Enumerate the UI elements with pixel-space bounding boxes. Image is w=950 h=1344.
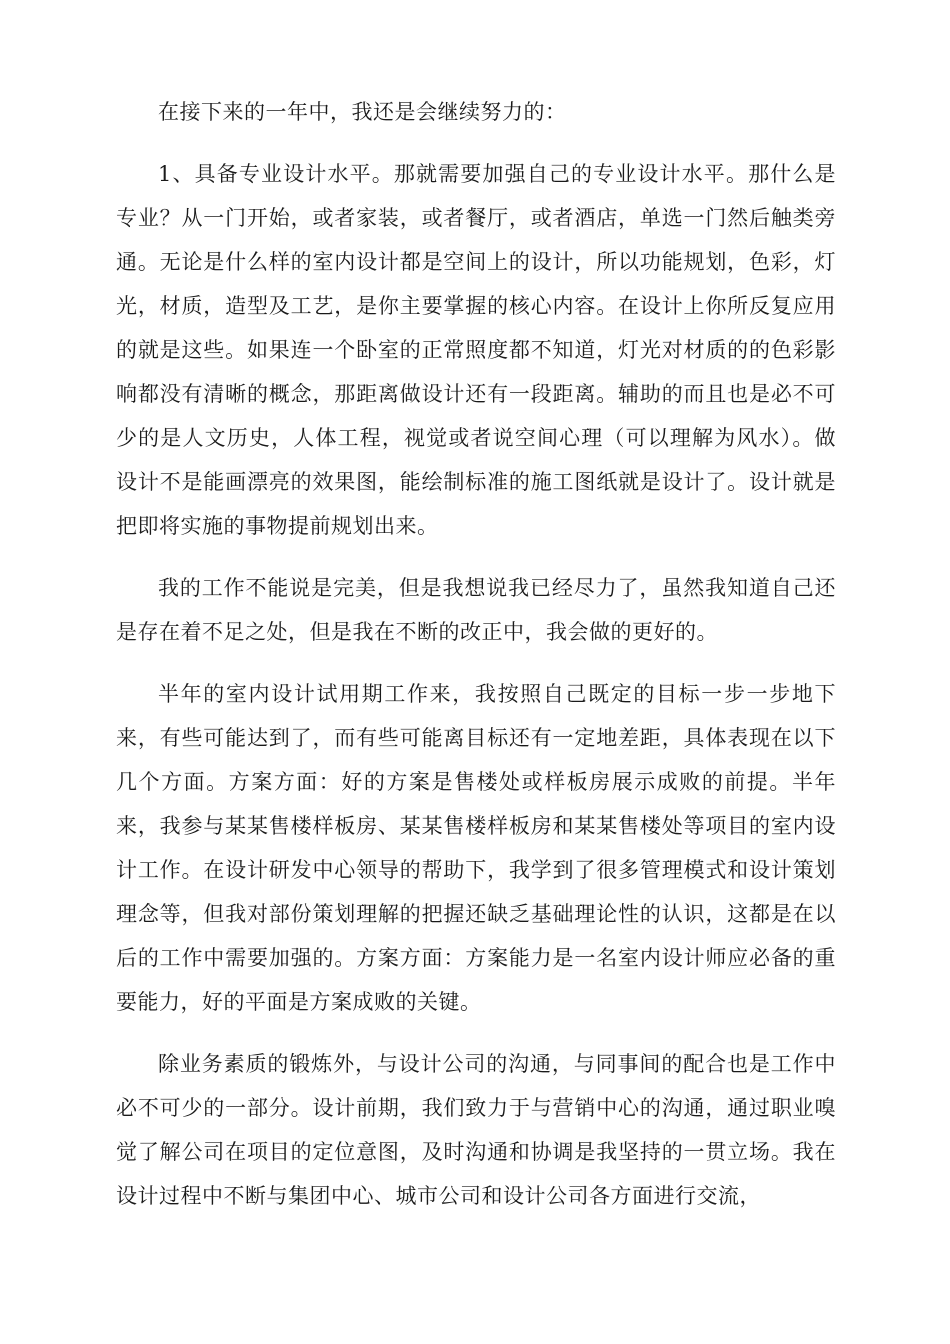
paragraph-communication: 除业务素质的锻炼外，与设计公司的沟通，与同事间的配合也是工作中必不可少的一部分。设计前期，我们致力于与营销中心的沟通，通过职业嗅觉了解公司在项目的定位意图，及时沟通和协调是我坚持的一贯立场。我在设计过程中不断与集团中心、城市公司和设计公司各方面进行交流， <box>116 1052 836 1208</box>
paragraph-probation-review: 半年的室内设计试用期工作来，我按照自己既定的目标一步一步地下来，有些可能达到了，而有些可能离目标还有一定地差距，具体表现在以下几个方面。方案方面：好的方案是售楼处或样板房展示成败的前提。半年来，我参与某某售楼样板房、某某售楼样板房和某某售楼处等项目的室内设计工作。在设计研发中心领导的帮助下，我学到了很多管理模式和设计策划理念等，但我对部份策划理解的把握还缺乏基础理论性的认识，这都是在以后的工作中需要加强的。方案方面：方案能力是一名室内设计师应必备的重要能力，好的平面是方案成败的关键。 <box>116 682 836 1014</box>
paragraph-professional-skills: 1、具备专业设计水平。那就需要加强自己的专业设计水平。那什么是专业？从一门开始，或者家装，或者餐厅，或者酒店，单选一门然后触类旁通。无论是什么样的室内设计都是空间上的设计，所以功能规划，色彩，灯光，材质，造型及工艺，是你主要掌握的核心内容。在设计上你所反复应用的就是这些。如果连一个卧室的正常照度都不知道，灯光对材质的的色彩影响都没有清晰的概念，那距离做设计还有一段距离。辅助的而且也是必不可少的是人文历史，人体工程，视觉或者说空间心理（可以理解为风水）。做设计不是能画漂亮的效果图，能绘制标准的施工图纸就是设计了。设计就是把即将实施的事物提前规划出来。 <box>116 162 836 538</box>
paragraph-intro: 在接下来的一年中，我还是会继续努力的： <box>158 100 567 124</box>
document-body <box>116 90 836 1236</box>
paragraph-self-assessment: 我的工作不能说是完美，但是我想说我已经尽力了，虽然我知道自己还是存在着不足之处，但是我在不断的改正中，我会做的更好的。 <box>116 576 836 644</box>
